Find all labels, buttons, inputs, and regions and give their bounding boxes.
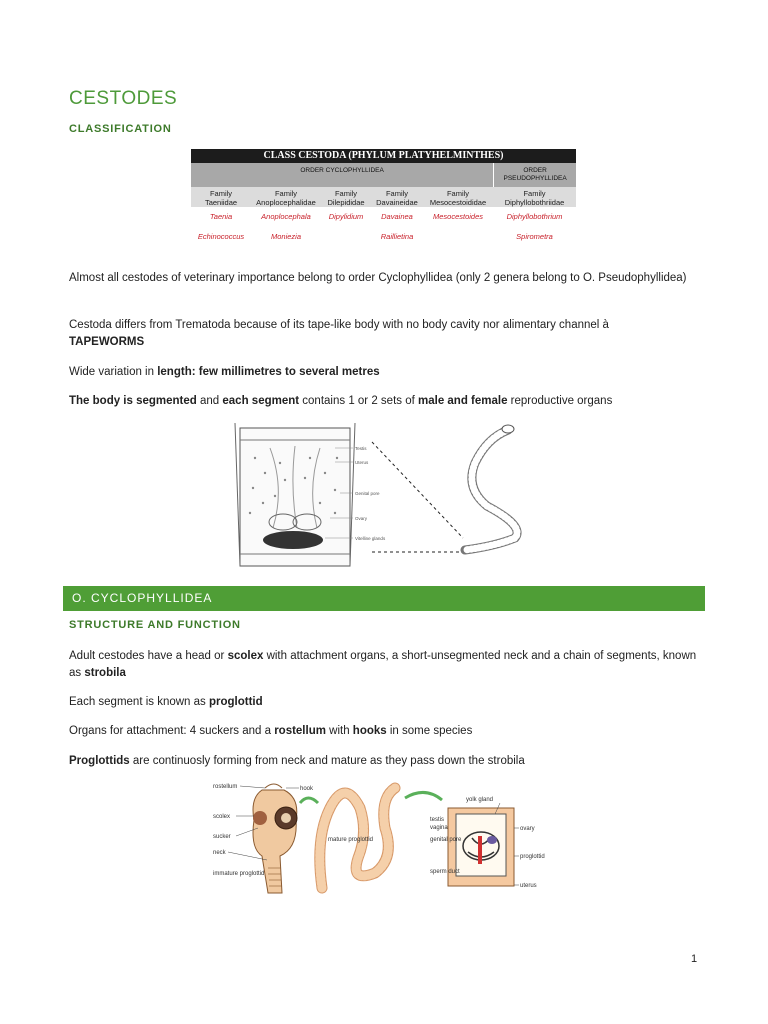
genus-cell: Diphyllobothrium (506, 212, 563, 221)
genus-cell: Taenia (209, 212, 233, 221)
table-orders-row (191, 163, 576, 187)
proglottid-figure (225, 418, 555, 578)
paragraph-attachment: Organs for attachment: 4 suckers and a rostellum with hooks in some species (69, 725, 473, 737)
family-cell: Family Dilepididae (327, 189, 365, 207)
order-pseudophyllidea: ORDER PSEUDOPHYLLIDEA (493, 163, 576, 187)
paragraph-tapeworms: Cestoda differs from Trematoda because of its tape-like body with no body cavity nor alimentary channel à TAPEWORMS (69, 319, 609, 348)
classification-table (191, 149, 576, 257)
label-ovary: ovary (520, 826, 535, 832)
label-vitelline: Vitelline glands (355, 536, 386, 541)
table-genera-row (191, 227, 576, 247)
genus-cell: Dipylidium (328, 212, 364, 221)
table-genera-row (191, 207, 576, 227)
page-number: 1 (691, 953, 698, 965)
cestode-anatomy-figure (210, 778, 560, 898)
genus-cell: Spirometra (516, 232, 553, 241)
genus-cell: Anoplocephala (261, 212, 311, 221)
genus-cell: Raillietina (380, 232, 414, 241)
label-immature: immature proglottid (213, 871, 265, 877)
paragraph-scolex: Adult cestodes have a head or scolex with attachment organs, a short-unsegmented neck and a chain of segments, known as strobila (69, 650, 697, 679)
proglottid-drawing (235, 423, 355, 566)
genus-cell (423, 227, 493, 247)
label-mature: mature proglottid (328, 837, 374, 843)
label-uterus: uterus (520, 883, 537, 889)
table-families-row (191, 187, 576, 207)
genus-cell: Mesocestoides (432, 212, 484, 221)
label-genital-pore: genital pore (430, 837, 462, 843)
genus-cell (321, 227, 371, 247)
label-hook: hook (300, 786, 314, 792)
arrow-right (405, 792, 442, 800)
label-neck: neck (213, 850, 226, 856)
page-title: CESTODES (69, 88, 178, 109)
family-cell: Family Mesocestoididae (429, 189, 487, 207)
label-uterus: Uterus (355, 460, 369, 465)
family-cell: Family Davaineidae (376, 189, 418, 207)
label-scolex: scolex (213, 814, 231, 820)
label-yolk-gland: yolk gland (466, 797, 494, 803)
label-testis: Testis (355, 446, 367, 451)
paragraph-segments: The body is segmented and each segment contains 1 or 2 sets of male and female reproductive organs (69, 395, 613, 407)
label-sucker: sucker (213, 834, 231, 840)
family-cell: Family Diphyllobothriidae (504, 189, 565, 207)
label-testis: testis (430, 817, 445, 823)
family-cell: Family Taeniidae (204, 189, 238, 207)
paragraph-length: Wide variation in length: few millimetres to several metres (69, 366, 380, 378)
label-ovary: Ovary (355, 516, 368, 521)
tapeworm-drawing (465, 425, 517, 550)
label-sperm-duct: sperm duct (430, 869, 460, 875)
genus-cell: Moniezia (270, 232, 301, 241)
zoom-line-top (372, 442, 463, 538)
label-genital-pore: Genital pore (355, 491, 380, 496)
section-bar: O. CYCLOPHYLLIDEA (63, 586, 705, 611)
paragraph-proglottid: Each segment is known as proglottid (69, 696, 263, 708)
label-rostellum: rostellum (213, 784, 238, 790)
structure-heading: STRUCTURE AND FUNCTION (69, 619, 241, 631)
label-vagina: vagina (430, 825, 448, 831)
paragraph-strobila: Proglottids are continuosly forming from neck and mature as they pass down the strobila (69, 755, 525, 767)
classification-heading: CLASSIFICATION (69, 123, 172, 135)
family-cell: Family Anoplocephalidae (256, 189, 316, 207)
paragraph-order: Almost all cestodes of veterinary importance belong to order Cyclophyllidea (only 2 genera belong to O. Pseudophyllidea) (69, 272, 687, 284)
label-proglottid: proglottid (520, 854, 545, 860)
genus-cell: Echinococcus (197, 232, 245, 241)
order-cyclophyllidea: ORDER CYCLOPHYLLIDEA (300, 167, 384, 174)
arrow-left (300, 798, 318, 803)
table-title: CLASS CESTODA (PHYLUM PLATYHELMINTHES) (191, 149, 576, 163)
genus-cell: Davainea (381, 212, 413, 221)
